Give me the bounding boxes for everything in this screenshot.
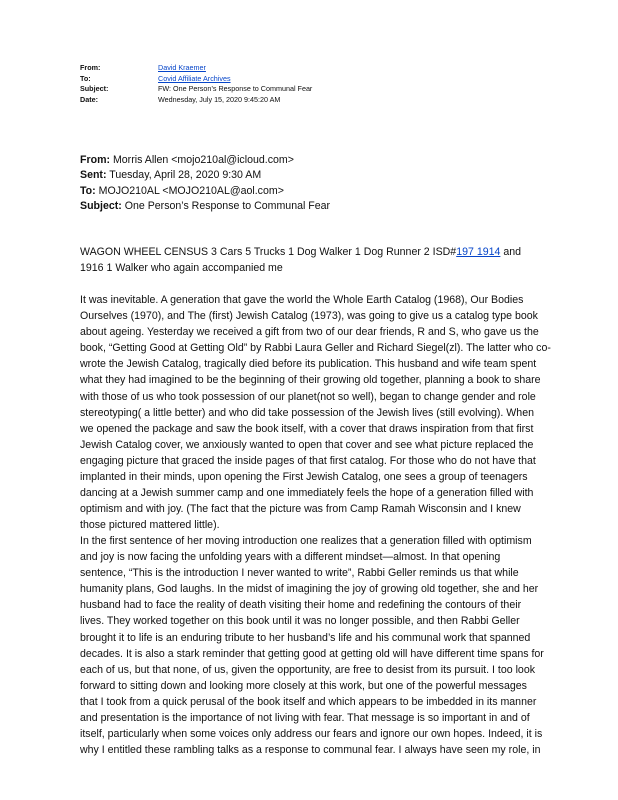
paragraph-line: implanted in their minds, upon opening the First Jewish Catalog, one sees a group of teenagers bbox=[80, 471, 528, 484]
paragraph-line: It was inevitable. A generation that gave the world the Whole Earth Catalog (1968), Our Bodies bbox=[80, 294, 524, 306]
paragraph-line: about ageing. Yesterday we received a gift from two of our dear friends, R and S, who gave us the bbox=[80, 326, 539, 339]
census-text: WAGON WHEEL CENSUS 3 Cars 5 Trucks 1 Dog Walker 1 Dog Runner 2 ISD# bbox=[80, 246, 457, 258]
paragraph-1 bbox=[80, 292, 551, 533]
paragraph-line: brought it to life is an enduring tribute to her husband’s life and his communal work that spanned bbox=[80, 631, 531, 644]
paragraph-line: itself, particularly when some voices only address our fears and ignore our own hopes. Indeed, it is bbox=[80, 728, 543, 741]
paragraph-line: sentence, “This is the introduction I never wanted to write”, Rabbi Geller reminds us that while bbox=[80, 567, 519, 580]
paragraph-line: forward to sitting down and looking more closely at this work, but one of the powerful messages bbox=[80, 679, 527, 692]
original-sent-label: Sent: bbox=[80, 169, 107, 182]
paragraph-line: stereotyping( a little better) and who did take possession of the Jewish lives (still evolving). When bbox=[80, 406, 534, 419]
original-from-row bbox=[80, 153, 330, 168]
paragraph-line: and joy is now facing the unfolding years with a different mindset—almost. In that opening bbox=[80, 551, 501, 564]
original-to-row bbox=[80, 184, 330, 199]
forward-date-value: Wednesday, July 15, 2020 9:45:20 AM bbox=[158, 94, 281, 104]
census-block bbox=[80, 244, 532, 276]
paragraph-line: engaging picture that graced the inside pages of that first catalog. For those who do not have that bbox=[80, 454, 536, 467]
forward-subject-value: FW: One Person’s Response to Communal Fear bbox=[158, 84, 313, 94]
forward-from-row bbox=[80, 63, 312, 74]
original-subject-label: Subject: bbox=[80, 200, 122, 213]
original-sent-value: Tuesday, April 28, 2020 9:30 AM bbox=[109, 169, 262, 182]
forward-subject-row bbox=[80, 84, 312, 95]
paragraph-line: humanity plans, God laughs. In the midst of imagining the joy of growing old together, she and her bbox=[80, 583, 539, 596]
original-from-label: From: bbox=[80, 154, 111, 166]
census-text-end: and bbox=[500, 246, 522, 258]
paragraph-line: those pictured mattered little). bbox=[80, 519, 220, 532]
original-from-value: Morris Allen <mojo210al@icloud.com> bbox=[112, 154, 294, 166]
forward-to-link[interactable]: Covid Affiliate Archives bbox=[158, 73, 231, 83]
original-subject-row bbox=[80, 199, 330, 214]
census-line-2: 1916 1 Walker who again accompanied me bbox=[80, 262, 283, 275]
paragraph-line: we opened the package and saw the book itself, with a cover that draws inspiration from that first bbox=[80, 422, 534, 435]
census-line-1 bbox=[80, 244, 532, 260]
paragraph-line: In the first sentence of her moving introduction one realizes that a generation filled with optimism bbox=[80, 535, 532, 547]
paragraph-line: Jewish Catalog cover, we anxiously wanted to open that cover and see what picture replaced the bbox=[80, 438, 534, 451]
original-to-label: To: bbox=[80, 184, 96, 197]
forward-subject-label: Subject: bbox=[80, 84, 109, 94]
census-link[interactable]: 197 1914 bbox=[456, 246, 501, 258]
original-header bbox=[80, 153, 330, 215]
forward-to-label: To: bbox=[80, 73, 91, 83]
forward-date-row bbox=[80, 95, 312, 106]
paragraph-line: book, “Getting Good at Getting Old” by Rabbi Laura Geller and Richard Siegel(zl). The latter who co- bbox=[80, 342, 551, 355]
paragraph-line: dancing at a Jewish summer camp and one immediately feels the hope of a generation filled with bbox=[80, 487, 534, 500]
forward-date-label: Date: bbox=[80, 94, 98, 104]
paragraph-line: why I entitled these rambling talks as a response to communal fear. I always have seen my role, in bbox=[80, 744, 541, 757]
paragraph-line: and presentation is the importance of not living with fear. That message is so important in and of bbox=[80, 712, 530, 725]
paragraph-line: what they had imagined to be the beginning of their growing old together, planning a book to share bbox=[80, 374, 541, 387]
paragraph-line: each of us, but that none, of us, given the opportunity, are free to desist from its pursuit. I too look bbox=[80, 663, 536, 676]
paragraph-line: lives. They worked together on this book until it was no longer possible, and then Rabbi Geller bbox=[80, 615, 520, 628]
paragraph-line: with those of us who took possession of our planet(not so well), began to change gender and role bbox=[80, 390, 536, 403]
paragraph-line: that I took from a quick perusal of the book itself and which appears to be imbedded in its manner bbox=[80, 695, 537, 708]
original-sent-row bbox=[80, 168, 330, 183]
paragraph-line: optimism and with joy. (The fact that the picture was from Camp Ramah Wisconsin and I knew bbox=[80, 503, 521, 516]
forward-to-row bbox=[80, 74, 312, 85]
original-subject-value: One Person’s Response to Communal Fear bbox=[124, 200, 331, 213]
paragraph-line: husband had to face the reality of death visiting their home and redefining the contours of their bbox=[80, 599, 522, 612]
forward-from-link[interactable]: David Kraemer bbox=[158, 63, 206, 72]
forward-header bbox=[80, 63, 312, 105]
paragraph-line: wrote the Jewish Catalog, tragically died before its publication. This husband and wife team spent bbox=[80, 358, 537, 371]
forward-from-label: From: bbox=[80, 63, 101, 72]
paragraph-2 bbox=[80, 533, 544, 758]
paragraph-line: Ourselves (1970), and The (first) Jewish Catalog (1973), was going to give us a catalog type book bbox=[80, 310, 538, 323]
paragraph-line: decades. It is also a stark reminder that getting good at getting old will have different time spans for bbox=[80, 647, 544, 660]
original-to-value: MOJO210AL <MOJO210AL@aol.com> bbox=[98, 184, 284, 197]
